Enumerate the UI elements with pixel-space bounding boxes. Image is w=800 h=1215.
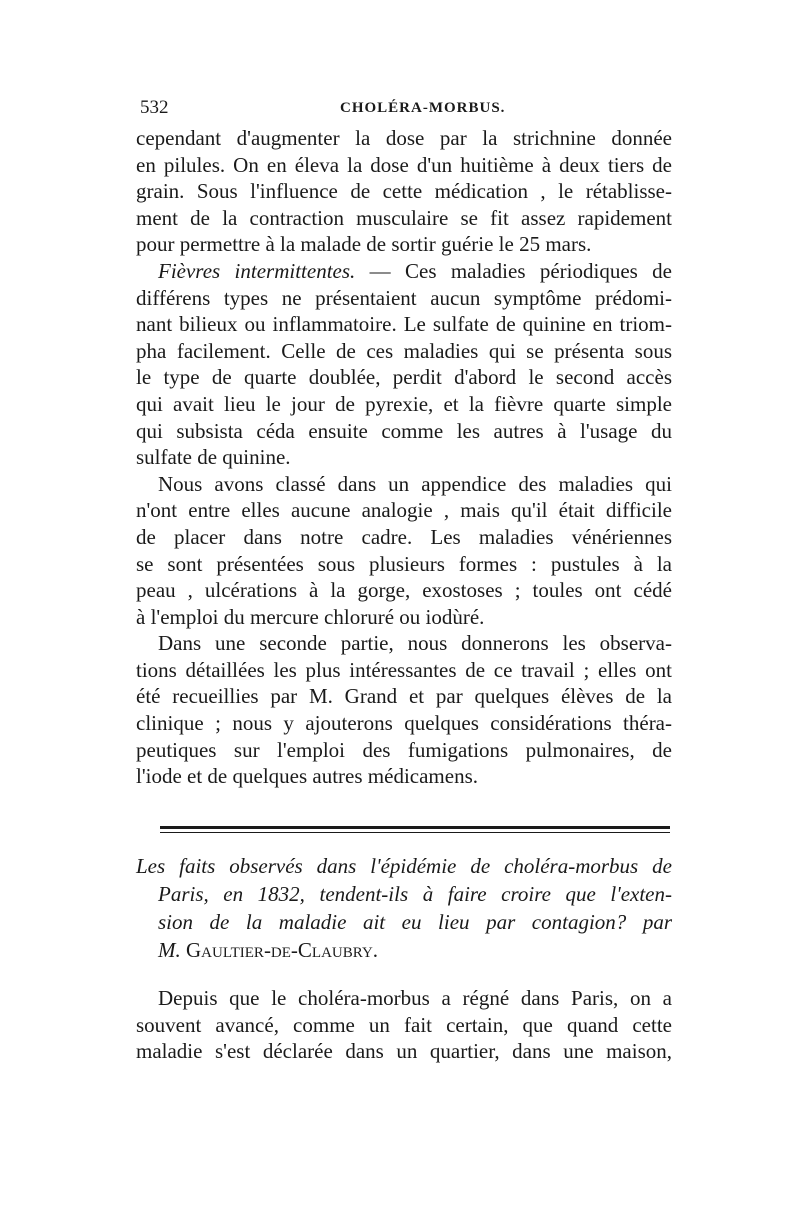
text-line: ment de la contraction musculaire se fit assez rapidement bbox=[136, 205, 672, 230]
text-line: pour permettre à la malade de sortir guérie le 25 mars. bbox=[136, 232, 592, 257]
text-line: peutiques sur l'emploi des fumigations pulmonaires, de bbox=[136, 737, 672, 762]
divider-thin-rule bbox=[160, 832, 670, 833]
page-header bbox=[140, 97, 670, 125]
section-heading-fievres: Fièvres intermittentes. bbox=[158, 258, 356, 283]
section-divider bbox=[160, 826, 670, 833]
page-number: 532 bbox=[140, 97, 169, 118]
text-line: à l'emploi du mercure chloruré ou iodùré. bbox=[136, 604, 485, 629]
article-title-line: sion de la maladie ait eu lieu par contagion? par bbox=[158, 910, 672, 934]
article-title-line: Paris, en 1832, tendent-ils à faire croire que l'exten- bbox=[158, 882, 672, 906]
text-line: été recueillies par M. Grand et par quelques élèves de la bbox=[136, 684, 672, 709]
text-line: l'iode et de quelques autres médicamens. bbox=[136, 764, 478, 789]
text-line: grain. Sous l'influence de cette médication , le rétablisse- bbox=[136, 179, 672, 204]
text-line: n'ont entre elles aucune analogie , mais qu'il était difficile bbox=[136, 498, 672, 523]
text-line: cependant d'augmenter la dose par la strichnine donnée bbox=[136, 126, 672, 150]
author-name: Gaultier-de-Claubry. bbox=[186, 938, 379, 962]
text-line: Nous avons classé dans un appendice des maladies qui bbox=[158, 471, 672, 496]
text-line: de placer dans notre cadre. Les maladies vénériennes bbox=[136, 524, 672, 549]
text-line: qui avait lieu le jour de pyrexie, et la fièvre quarte simple bbox=[136, 391, 672, 416]
text-line: sulfate de quinine. bbox=[136, 445, 291, 470]
paragraph-fievres-first-line bbox=[136, 258, 672, 285]
article-title bbox=[136, 852, 672, 964]
text-fragment: — Ces maladies périodiques de bbox=[355, 258, 673, 283]
text-line: différens types ne présentaient aucun symptôme prédomi- bbox=[136, 285, 672, 310]
article-title-line: Les faits observés dans l'épidémie de choléra-morbus de bbox=[136, 854, 672, 878]
text-line: le type de quarte doublée, perdit d'abord le second accès bbox=[136, 365, 672, 390]
article-author-line bbox=[136, 936, 672, 964]
body-text-upper bbox=[136, 125, 672, 790]
text-line: maladie s'est déclarée dans un quartier, dans une maison, bbox=[136, 1039, 672, 1064]
body-text-lower bbox=[136, 985, 672, 1065]
text-line: qui subsista céda ensuite comme les autres à l'usage du bbox=[136, 418, 672, 443]
text-line: souvent avancé, comme un fait certain, que quand cette bbox=[136, 1012, 672, 1037]
divider-thick-rule bbox=[160, 826, 670, 829]
author-prefix: M. bbox=[158, 938, 186, 962]
text-line: se sont présentées sous plusieurs formes : pustules à la bbox=[136, 551, 672, 576]
text-line: tions détaillées les plus intéressantes de ce travail ; elles ont bbox=[136, 657, 672, 682]
text-line: Dans une seconde partie, nous donnerons les observa- bbox=[158, 631, 672, 656]
text-line: peau , ulcérations à la gorge, exostoses ; toules ont cédé bbox=[136, 578, 672, 603]
text-line: clinique ; nous y ajouterons quelques considérations théra- bbox=[136, 711, 672, 736]
text-line: en pilules. On en éleva la dose d'un huitième à deux tiers de bbox=[136, 152, 672, 177]
text-line: nant bilieux ou inflammatoire. Le sulfate de quinine en triom- bbox=[136, 312, 672, 337]
text-line: pha facilement. Celle de ces maladies qui se présenta sous bbox=[136, 338, 672, 363]
running-head: CHOLÉRA-MORBUS. bbox=[340, 100, 506, 116]
text-line: Depuis que le choléra-morbus a régné dans Paris, on a bbox=[158, 986, 672, 1010]
